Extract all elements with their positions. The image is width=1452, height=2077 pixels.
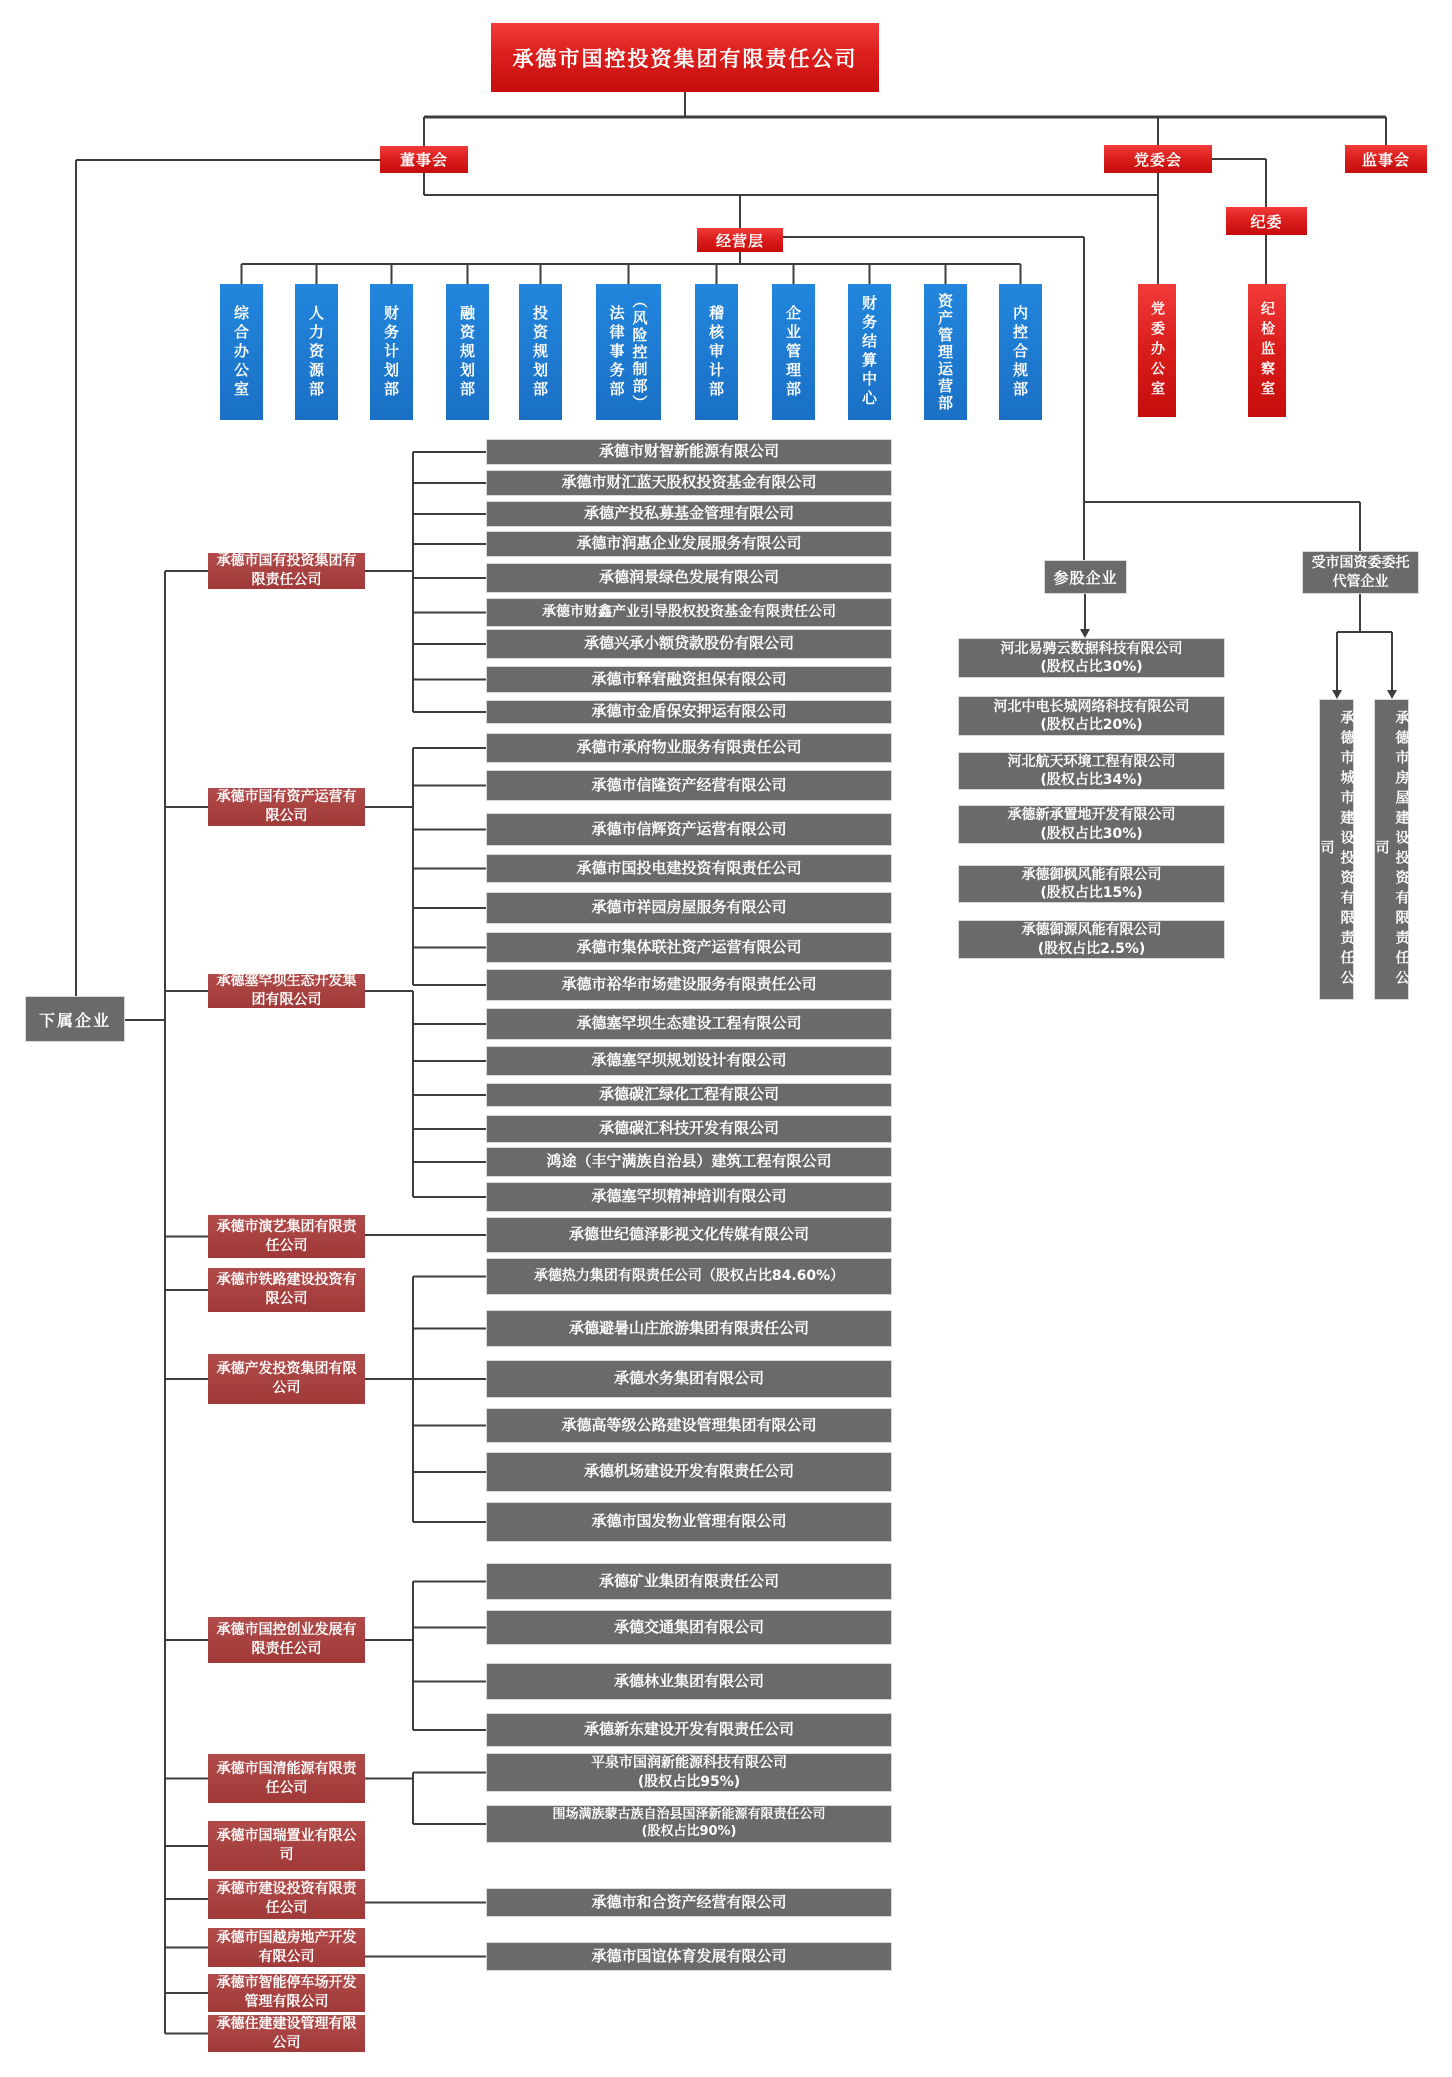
entrusted-item-2: 承德市房屋建设投资有限责任公司 [1374,699,1409,1000]
dept-label: 财务结算中心 [860,295,878,409]
group-parent-13: 承德住建建设管理有限公司 [208,2015,365,2052]
dept-label: 综合办公室 [232,304,250,400]
dept-label: 投资规划部 [531,304,549,400]
partner-label: (股权占比2.5%) [1037,940,1146,957]
group-1-child-6: 承德市财鑫产业引导股权投资基金有限责任公司 [486,598,892,627]
group-parent-4: 承德市演艺集团有限责任公司 [208,1215,365,1258]
partner-label: 河北易骋云数据科技有限公司 [1000,640,1183,657]
group-1-child-8: 承德市释宭融资担保有限公司 [486,666,892,693]
group-2-child-4: 承德市国投电建投资有限责任公司 [486,854,892,883]
partner-label: (股权占比20%) [1040,717,1143,733]
node-board-of-directors: 董事会 [380,146,468,173]
group-1-child-7: 承德兴承小额贷款股份有限公司 [486,629,892,659]
node-supervisory-board: 监事会 [1345,145,1427,173]
partner-label: (股权占比34%) [1040,772,1143,788]
group-1-child-2: 承德市财汇蓝天股权投资基金有限公司 [486,470,892,496]
partner-item-5 [958,865,1225,903]
arrowhead [1387,690,1397,699]
group-7-child-2: 承德交通集团有限公司 [486,1610,892,1645]
group-1-child-5: 承德润景绿色发展有限公司 [486,563,892,593]
dept-label: 人力资源部 [307,304,325,400]
partner-item-6 [958,920,1225,959]
group-parent-1: 承德市国有投资集团有限责任公司 [208,553,365,589]
group-2-child-3: 承德市信辉资产运营有限公司 [486,813,892,846]
group-6-child-6: 承德市国发物业管理有限公司 [486,1502,892,1542]
group-parent-12: 承德市智能停车场开发管理有限公司 [208,1974,365,2012]
dept-7 [695,284,738,420]
partner-label: (股权占比15%) [1040,885,1143,901]
partner-label: (股权占比30%) [1040,825,1143,842]
group-7-child-3: 承德林业集团有限公司 [486,1663,892,1700]
group-3-child-3: 承德碳汇绿化工程有限公司 [486,1083,892,1107]
group-parent-11: 承德市国越房地产开发有限公司 [208,1928,365,1967]
group-parent-2: 承德市国有资产运营有限公司 [208,788,365,826]
group-6-child-1: 承德热力集团有限责任公司（股权占比84.60%） [486,1258,892,1295]
dept-label: （风险控制部） [630,292,649,412]
node-management-layer: 经营层 [697,228,783,252]
dept-2 [295,284,338,420]
dept-10 [924,284,967,420]
dept-8 [772,284,815,420]
group-2-child-1: 承德市承府物业服务有限责任公司 [486,733,892,763]
group-6-child-3: 承德水务集团有限公司 [486,1360,892,1398]
group-8-child-1 [486,1753,892,1792]
group-2-child-5: 承德市祥园房屋服务有限公司 [486,892,892,924]
dept-label: 融资规划部 [458,304,476,400]
node-party-committee: 党委会 [1104,145,1212,173]
child-label: 平泉市国润新能源科技有限公司 [591,1755,787,1772]
dept-label: 财务计划部 [382,304,400,400]
dept-4 [446,284,489,420]
group-10-child-1: 承德市和合资产经营有限公司 [486,1888,892,1917]
group-parent-3: 承德塞罕坝生态开发集团有限公司 [208,974,365,1008]
child-label: (股权占比90%) [641,1824,737,1839]
group-7-child-1: 承德矿业集团有限责任公司 [486,1563,892,1600]
group-1-child-4: 承德市润惠企业发展服务有限公司 [486,531,892,557]
group-3-child-5: 鸿途（丰宁满族自治县）建筑工程有限公司 [486,1147,892,1177]
dept-label: 资产管理运营部 [936,292,954,412]
group-1-child-9: 承德市金盾保安押运有限公司 [486,700,892,724]
dept-label: 稽核审计部 [707,304,725,400]
node-discipline-inspection-office: 纪检监察室 [1248,284,1286,417]
node-subordinate-enterprises: 下属企业 [25,996,125,1042]
node-discipline-committee: 纪委 [1226,207,1307,235]
node-entrusted-enterprises-label: 受市国资委委托代管企业 [1302,551,1419,594]
group-parent-6: 承德产发投资集团有限公司 [208,1354,365,1404]
child-label: (股权占比95%) [637,1773,741,1790]
group-3-child-6: 承德塞罕坝精神培训有限公司 [486,1182,892,1212]
node-root-company: 承德市国控投资集团有限责任公司 [491,23,879,92]
group-3-child-2: 承德塞罕坝规划设计有限公司 [486,1046,892,1076]
group-8-child-2 [486,1805,892,1843]
group-2-child-2: 承德市信隆资产经营有限公司 [486,770,892,801]
arrowhead [1080,629,1090,638]
partner-label: 河北中电长城网络科技有限公司 [993,698,1190,715]
group-parent-10: 承德市建设投资有限责任公司 [208,1879,365,1919]
dept-6 [596,284,661,420]
child-label: 围场满族蒙古族自治县国泽新能源有限责任公司 [552,1807,826,1823]
group-1-child-3: 承德产投私募基金管理有限公司 [486,501,892,527]
node-party-office: 党委办公室 [1138,284,1176,417]
dept-label: 内控合规部 [1011,304,1029,400]
partner-label: 承德御源风能有限公司 [1021,922,1162,939]
group-3-child-4: 承德碳汇科技开发有限公司 [486,1115,892,1143]
dept-5 [519,284,562,420]
node-partner-enterprises-label: 参股企业 [1044,560,1127,594]
partner-label: 承德御枫风能有限公司 [1021,866,1162,883]
group-11-child-1: 承德市国谊体育发展有限公司 [486,1942,892,1971]
partner-item-2 [958,696,1225,736]
group-6-child-5: 承德机场建设开发有限责任公司 [486,1452,892,1492]
partner-item-3 [958,752,1225,790]
group-1-child-1: 承德市财智新能源有限公司 [486,439,892,465]
partner-label: (股权占比30%) [1040,659,1143,675]
partner-item-1 [958,638,1225,678]
partner-label: 河北航天环境工程有限公司 [1007,753,1176,770]
group-6-child-2: 承德避暑山庄旅游集团有限责任公司 [486,1310,892,1347]
group-3-child-1: 承德塞罕坝生态建设工程有限公司 [486,1008,892,1040]
entrusted-item-1: 承德市城市建设投资有限责任公司 [1319,699,1354,1000]
group-7-child-4: 承德新东建设开发有限责任公司 [486,1713,892,1747]
group-2-child-6: 承德市集体联社资产运营有限公司 [486,932,892,963]
group-2-child-7: 承德市裕华市场建设服务有限责任公司 [486,969,892,1001]
dept-label: 法律事务部 [607,304,626,400]
partner-label: 承德新承置地开发有限公司 [1007,807,1176,824]
dept-9 [848,284,891,420]
dept-3 [370,284,413,420]
group-4-child-1: 承德世纪德泽影视文化传媒有限公司 [486,1217,892,1253]
arrowhead [1332,690,1342,699]
group-parent-5: 承德市铁路建设投资有限公司 [208,1268,365,1312]
dept-label: 企业管理部 [784,304,802,400]
group-parent-9: 承德市国瑞置业有限公司 [208,1821,365,1871]
group-parent-8: 承德市国清能源有限责任公司 [208,1754,365,1803]
group-parent-7: 承德市国控创业发展有限责任公司 [208,1617,365,1663]
group-6-child-4: 承德高等级公路建设管理集团有限公司 [486,1408,892,1443]
partner-item-4 [958,805,1225,844]
dept-11 [999,284,1042,420]
dept-1 [220,284,263,420]
